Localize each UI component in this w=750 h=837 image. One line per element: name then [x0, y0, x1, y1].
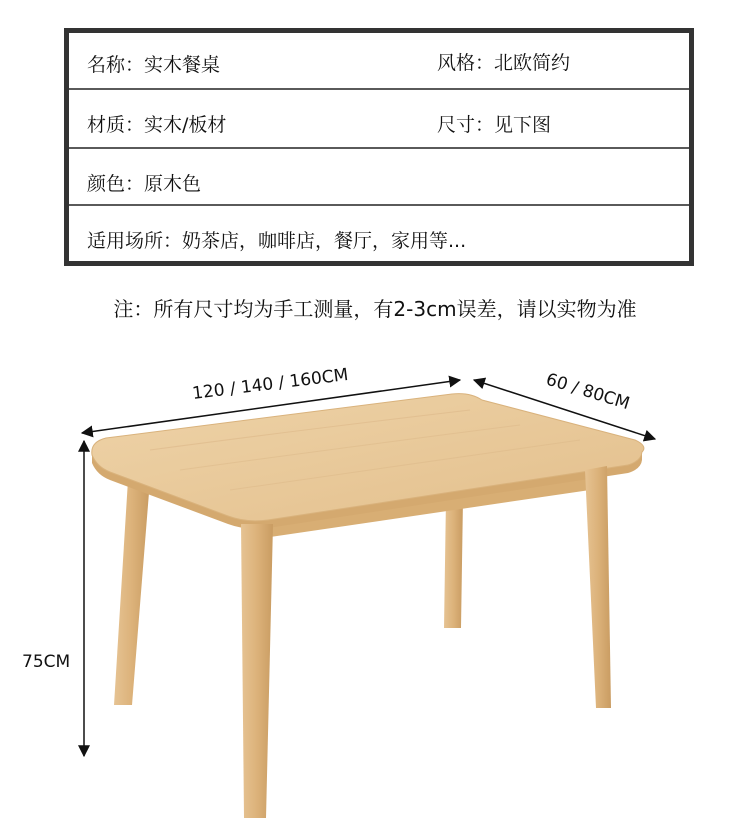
spec-row-material-size — [69, 90, 689, 149]
spec-material: 材质：实木/板材 — [87, 114, 227, 136]
table-leg-back-right — [444, 498, 463, 628]
spec-size: 尺寸：见下图 — [437, 114, 552, 136]
spec-usage: 适用场所：奶茶店，咖啡店，餐厅，家用等... — [87, 230, 467, 252]
spec-name: 名称：实木餐桌 — [87, 54, 221, 76]
spec-row-color — [69, 149, 689, 206]
spec-table — [64, 28, 694, 266]
spec-color: 颜色：原木色 — [87, 173, 202, 195]
table-leg-front-left — [241, 524, 273, 818]
width-label: 60 / 80CM — [543, 369, 632, 415]
table-leg-front-right — [585, 466, 611, 708]
height-label: 75CM — [22, 652, 71, 672]
measurement-note: 注：所有尺寸均为手工测量，有2-3cm误差，请以实物为准 — [113, 297, 637, 321]
spec-style: 风格：北欧简约 — [437, 52, 571, 74]
table-leg-back-left — [114, 480, 150, 705]
table-illustration — [0, 340, 750, 837]
spec-row-name-style — [69, 33, 689, 90]
length-label: 120 / 140 / 160CM — [191, 364, 350, 404]
spec-row-usage — [69, 206, 689, 266]
